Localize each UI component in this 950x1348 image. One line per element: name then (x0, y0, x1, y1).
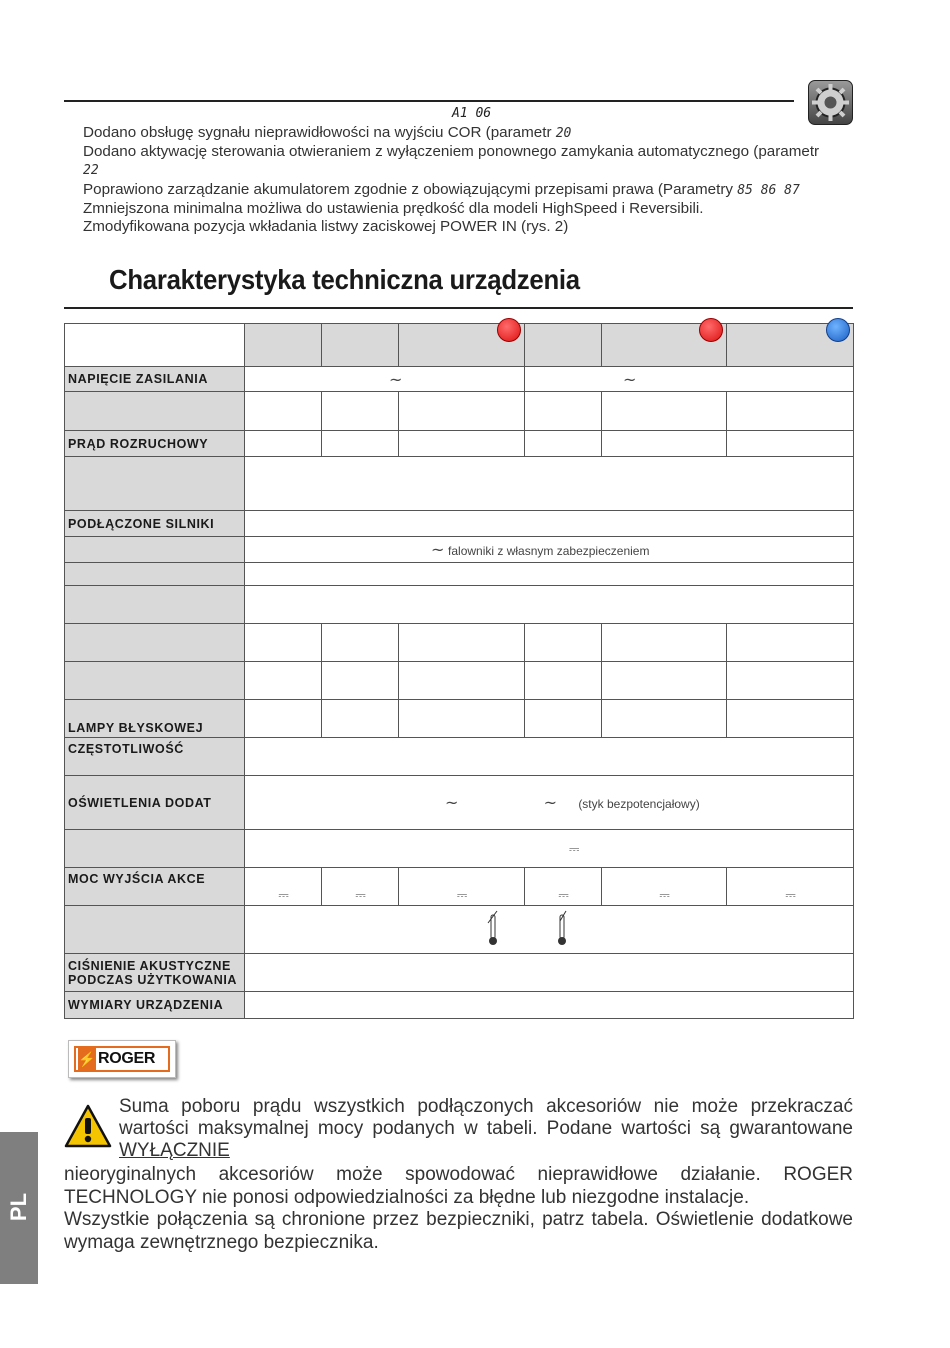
table-row (65, 954, 854, 992)
row-label: OŚWIETLENIA DODAT (65, 776, 245, 830)
table-row (65, 457, 854, 511)
dc-symbol: ⎓ (785, 888, 795, 903)
speed-badge-icon (497, 318, 521, 342)
header-empty (65, 324, 245, 367)
row-label: MOC WYJŚCIA AKCE (65, 868, 245, 906)
model-column (525, 324, 602, 367)
model-column (245, 324, 322, 367)
spec-table (64, 323, 854, 1019)
speed-badge-icon (699, 318, 723, 342)
ac-symbol: ~ (543, 793, 558, 812)
dc-symbol: ⎓ (659, 888, 669, 903)
table-row (65, 586, 854, 624)
language-tab: PL (0, 1132, 38, 1284)
changelog-item: Dodano obsługę sygnału nieprawidłowości na wyjściu COR (parametr 20 (83, 124, 572, 141)
model-column (322, 324, 399, 367)
table-row (65, 738, 854, 776)
dc-symbol: ⎓ (355, 888, 365, 903)
warning-icon (64, 1104, 112, 1148)
firmware-version: A1 06 (452, 106, 492, 121)
thermometer-icon (554, 909, 570, 947)
row-label: PODŁĄCZONE SILNIKI (65, 511, 245, 537)
table-row (65, 776, 854, 830)
ac-symbol: ~ (389, 369, 403, 389)
row-label: LAMPY BŁYSKOWEJ (65, 700, 245, 738)
title-rule (64, 307, 853, 309)
changelog-item: Poprawiono zarządzanie akumulatorem zgodnie z obowiązującymi przepisami prawa (Parametry 85 86 87 (83, 180, 800, 198)
reversible-badge-icon (826, 318, 850, 342)
row-label: WYMIARY URZĄDZENIA (65, 992, 245, 1019)
table-header-row (65, 324, 854, 367)
changelog-item: Zmniejszona minimalna możliwa do ustawienia prędkość dla modeli HighSpeed i Reversibili. (83, 199, 704, 217)
model-column (602, 324, 727, 367)
row-label: PRĄD ROZRUCHOWY (65, 431, 245, 457)
changelog (83, 124, 858, 236)
dc-symbol: ⎓ (456, 888, 467, 903)
lightning-icon: ⚡ (78, 1048, 96, 1070)
table-row (65, 392, 854, 431)
table-row (65, 511, 854, 537)
ac-symbol: ~ (431, 540, 445, 559)
row-label: NAPIĘCIE ZASILANIA (65, 367, 245, 392)
roger-logo (68, 1040, 176, 1078)
section-title: Charakterystyka techniczna urządzenia (109, 264, 580, 295)
model-column (727, 324, 854, 367)
dry-contact-note: (styk bezpotencjałowy) (578, 797, 700, 811)
table-row (65, 906, 854, 954)
changelog-item: Dodano aktywację sterowania otwieraniem z wyłączeniem ponownego zamykania automatycznego (parametr 22 (83, 143, 820, 179)
changelog-item: Zmodyfikowana pozycja wkładania listwy zaciskowej POWER IN (rys. 2) (83, 218, 569, 236)
body-text (64, 1164, 853, 1254)
table-row (65, 662, 854, 700)
row-label: CIŚNIENIE AKUSTYCZNE PODCZAS UŻYTKOWANIA (65, 954, 245, 992)
table-row (65, 830, 854, 868)
dc-symbol: ⎓ (569, 841, 579, 857)
table-row (65, 700, 854, 738)
table-row (65, 868, 854, 906)
table-row (65, 367, 854, 392)
logo-word: ROGER (98, 1050, 156, 1067)
dc-symbol: ⎓ (278, 888, 288, 903)
dc-symbol: ⎓ (558, 888, 568, 903)
table-row (65, 563, 854, 586)
gear-icon (808, 80, 853, 125)
model-column (399, 324, 525, 367)
table-row (65, 537, 854, 563)
paragraph: Wszystkie połączenia są chronione przez bezpieczniki, patrz tabela. Oświetlenie dodatkowe wymaga zewnętrznego bezpiecznika. (64, 1209, 853, 1253)
table-row (65, 624, 854, 662)
thermometer-icon (485, 909, 501, 947)
row-label: CZĘSTOTLIWOŚĆ (65, 738, 245, 776)
paragraph: nieoryginalnych akcesoriów może spowodować nieprawidłowe działanie. ROGER TECHNOLOGY nie ponosi odpowiedzialności za błędne lub niezgodne instalacje. (64, 1164, 853, 1208)
table-row (65, 431, 854, 457)
inverter-note: falowniki z własnym zabezpieczeniem (448, 544, 650, 558)
table-row (65, 992, 854, 1019)
ac-symbol: ~ (623, 369, 637, 389)
ac-symbol: ~ (445, 793, 459, 812)
header-rule (64, 100, 794, 102)
warning-text: Suma poboru prądu wszystkich podłączonych akcesoriów nie może przekraczać wartości maksymalnej mocy podanych w tabeli. Podane wartości są gwarantowane WYŁĄCZNIE (119, 1096, 853, 1161)
